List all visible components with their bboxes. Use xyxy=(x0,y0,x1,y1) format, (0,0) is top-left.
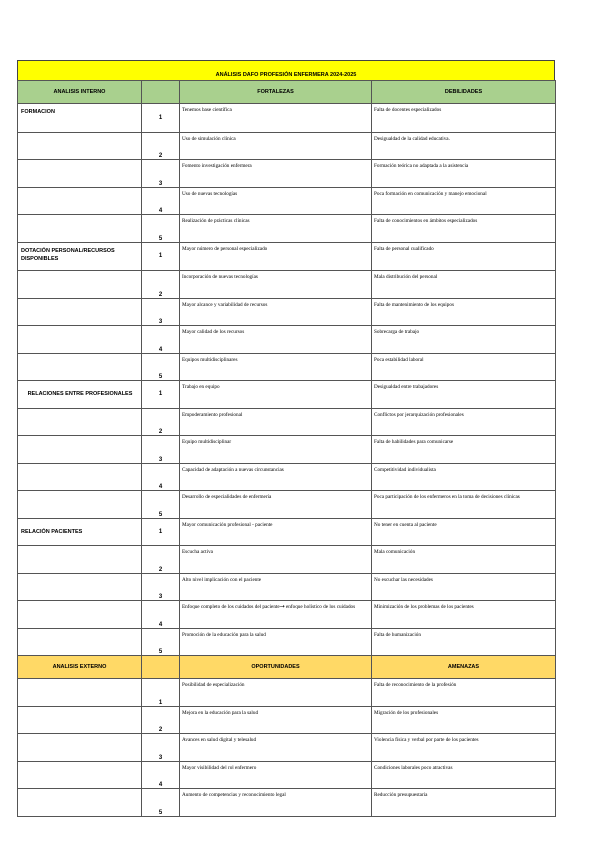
table-row xyxy=(18,160,556,188)
header-number-cell xyxy=(142,656,180,679)
strength-cell: Mayor alcance y variabilidad de recursos xyxy=(180,298,372,326)
arrow-right-icon: → xyxy=(279,603,285,610)
row-number: 5 xyxy=(142,491,180,519)
strength-cell: Mayor calidad de los recursos xyxy=(180,326,372,354)
table-row xyxy=(18,734,556,762)
category-cell xyxy=(18,761,142,789)
table-row xyxy=(18,628,556,656)
weakness-cell: Poca formación en comunicación y manejo emocional xyxy=(372,187,556,215)
weakness-cell: Sobrecarga de trabajo xyxy=(372,326,556,354)
internal-analysis-label: ANALISIS INTERNO xyxy=(18,81,142,104)
table-row xyxy=(18,132,556,160)
row-number: 5 xyxy=(142,353,180,381)
weakness-cell: Desigualdad entre trabajadores xyxy=(372,381,556,409)
table-row xyxy=(18,104,556,133)
table-row xyxy=(18,215,556,243)
weakness-cell: Falta de conocimientos en ámbitos especializados xyxy=(372,215,556,243)
weakness-cell: Minimización de los problemas de los pacientes xyxy=(372,601,556,629)
category-cell xyxy=(18,546,142,574)
table-row xyxy=(18,353,556,381)
opportunity-cell: Mejora en la educación para la salud xyxy=(180,706,372,734)
header-number-cell xyxy=(142,81,180,104)
weakness-cell: Falta de humanización xyxy=(372,628,556,656)
category-cell xyxy=(18,734,142,762)
row-number: 4 xyxy=(142,187,180,215)
strength-cell: Fomento investigación enfermera xyxy=(180,160,372,188)
category-cell xyxy=(18,601,142,629)
weakness-cell: Falta de personal cualificado xyxy=(372,242,556,271)
row-number: 4 xyxy=(142,601,180,629)
weakness-cell: Formación teórica no adaptada a la asistencia xyxy=(372,160,556,188)
strength-cell: Mayor número de personal especializado xyxy=(180,242,372,271)
threat-cell: Condiciones laborales poco atractivas xyxy=(372,761,556,789)
row-number: 5 xyxy=(142,789,180,817)
weakness-cell: Falta de mantenimiento de los equipos xyxy=(372,298,556,326)
category-cell xyxy=(18,187,142,215)
opportunity-cell: Avances en salud digital y telesalud xyxy=(180,734,372,762)
strength-cell: Trabajo en equipo xyxy=(180,381,372,409)
category-cell xyxy=(18,436,142,464)
strengths-header: FORTALEZAS xyxy=(180,81,372,104)
strength-cell: Equipo multidisciplinar xyxy=(180,436,372,464)
row-number: 1 xyxy=(142,679,180,707)
table-row xyxy=(18,326,556,354)
opportunity-cell: Aumento de competencias y reconocimiento legal xyxy=(180,789,372,817)
row-number: 4 xyxy=(142,463,180,491)
strength-cell: Alto nivel implicación con el paciente xyxy=(180,573,372,601)
category-cell xyxy=(18,628,142,656)
strength-cell: Tenemos base científica xyxy=(180,104,372,133)
strength-cell: Equipos multidisciplinares xyxy=(180,353,372,381)
table-row xyxy=(18,242,556,271)
table-row xyxy=(18,271,556,299)
sheet-title: ANÁLISIS DAFO PROFESIÓN ENFERMERA 2024-2025 xyxy=(17,60,555,80)
strength-text-end: enfoque holístico de los cuidados xyxy=(284,604,356,610)
strength-cell: Uso de nuevas tecnologías xyxy=(180,187,372,215)
row-number: 4 xyxy=(142,326,180,354)
weaknesses-header: DEBILIDADES xyxy=(372,81,556,104)
weakness-cell: Falta de habilidades para comunicarse xyxy=(372,436,556,464)
category-cell xyxy=(18,408,142,436)
row-number: 4 xyxy=(142,761,180,789)
category-cell xyxy=(18,298,142,326)
weakness-cell: Conflictos por jerarquización profesionales xyxy=(372,408,556,436)
weakness-cell: Mala comunicación xyxy=(372,546,556,574)
threat-cell: Falta de reconocimiento de la profesión xyxy=(372,679,556,707)
category-cell xyxy=(18,573,142,601)
opportunity-cell: Posibilidad de especialización xyxy=(180,679,372,707)
opportunities-header: OPORTUNIDADES xyxy=(180,656,372,679)
row-number: 1 xyxy=(142,242,180,271)
table-row xyxy=(18,518,556,546)
strength-cell: Capacidad de adaptación a nuevas circunstancias xyxy=(180,463,372,491)
category-cell xyxy=(18,132,142,160)
row-number: 3 xyxy=(142,573,180,601)
category-relacion-pacientes: RELACIÓN PACIENTES xyxy=(18,518,142,546)
category-cell xyxy=(18,215,142,243)
category-cell xyxy=(18,706,142,734)
table-row xyxy=(18,706,556,734)
table-row xyxy=(18,187,556,215)
strength-cell: Escucha activa xyxy=(180,546,372,574)
weakness-cell: Desigualdad de la calidad educativa. xyxy=(372,132,556,160)
strength-cell: Desarrollo de especialidades de enfermería xyxy=(180,491,372,519)
row-number: 2 xyxy=(142,271,180,299)
table-row xyxy=(18,679,556,707)
strength-cell: Empoderamiento profesional xyxy=(180,408,372,436)
table-row xyxy=(18,463,556,491)
row-number: 2 xyxy=(142,706,180,734)
row-number: 1 xyxy=(142,518,180,546)
category-cell xyxy=(18,271,142,299)
table-row xyxy=(18,436,556,464)
table-row xyxy=(18,408,556,436)
row-number: 3 xyxy=(142,436,180,464)
swot-sheet xyxy=(17,60,555,817)
weakness-cell: Poca participación de los enfermeros en la toma de decisiones clínicas xyxy=(372,491,556,519)
weakness-cell: No tener en cuenta al paciente xyxy=(372,518,556,546)
table-row xyxy=(18,789,556,817)
row-number: 2 xyxy=(142,132,180,160)
row-number: 1 xyxy=(142,104,180,133)
category-cell xyxy=(18,160,142,188)
row-number: 1 xyxy=(142,381,180,409)
swot-table xyxy=(17,80,556,817)
category-cell xyxy=(18,789,142,817)
strength-text-start: Enfoque completo de los cuidados del paciente xyxy=(182,604,280,610)
threat-cell: Reducción presupuestaria xyxy=(372,789,556,817)
external-header-row xyxy=(18,656,556,679)
threat-cell: Violencia física y verbal por parte de los pacientes xyxy=(372,734,556,762)
weakness-cell: Falta de docentes especializados xyxy=(372,104,556,133)
threat-cell: Migración de los profesionales xyxy=(372,706,556,734)
table-row xyxy=(18,761,556,789)
category-cell xyxy=(18,463,142,491)
category-cell xyxy=(18,326,142,354)
category-relaciones: RELACIONES ENTRE PROFESIONALES xyxy=(18,381,142,409)
category-dotacion: DOTACIÓN PERSONAL/RECURSOS DISPONIBLES xyxy=(18,242,142,271)
external-analysis-label: ANALISIS EXTERNO xyxy=(18,656,142,679)
weakness-cell: Competitividad individualista xyxy=(372,463,556,491)
weakness-cell: No escuchar las necesidades xyxy=(372,573,556,601)
table-row xyxy=(18,381,556,409)
strength-cell: Incorporación de nuevas tecnologías xyxy=(180,271,372,299)
category-formacion: FORMACION xyxy=(18,104,142,133)
row-number: 3 xyxy=(142,298,180,326)
table-row xyxy=(18,298,556,326)
internal-header-row xyxy=(18,81,556,104)
row-number: 5 xyxy=(142,628,180,656)
strength-cell: Uso de simulación clínica xyxy=(180,132,372,160)
table-row xyxy=(18,491,556,519)
table-row xyxy=(18,573,556,601)
row-number: 2 xyxy=(142,546,180,574)
category-cell xyxy=(18,353,142,381)
category-cell xyxy=(18,491,142,519)
category-cell xyxy=(18,679,142,707)
row-number: 2 xyxy=(142,408,180,436)
weakness-cell: Poca estabilidad laboral xyxy=(372,353,556,381)
row-number: 3 xyxy=(142,160,180,188)
table-row xyxy=(18,601,556,629)
threats-header: AMENAZAS xyxy=(372,656,556,679)
row-number: 3 xyxy=(142,734,180,762)
row-number: 5 xyxy=(142,215,180,243)
strength-cell: Mayor comunicación profesional - paciente xyxy=(180,518,372,546)
strength-cell: Realización de prácticas clínicas xyxy=(180,215,372,243)
strength-cell: Promoción de la educación para la salud xyxy=(180,628,372,656)
weakness-cell: Mala distribución del personal xyxy=(372,271,556,299)
table-row xyxy=(18,546,556,574)
opportunity-cell: Mayor visibilidad del rol enfermero xyxy=(180,761,372,789)
strength-cell xyxy=(180,601,372,629)
